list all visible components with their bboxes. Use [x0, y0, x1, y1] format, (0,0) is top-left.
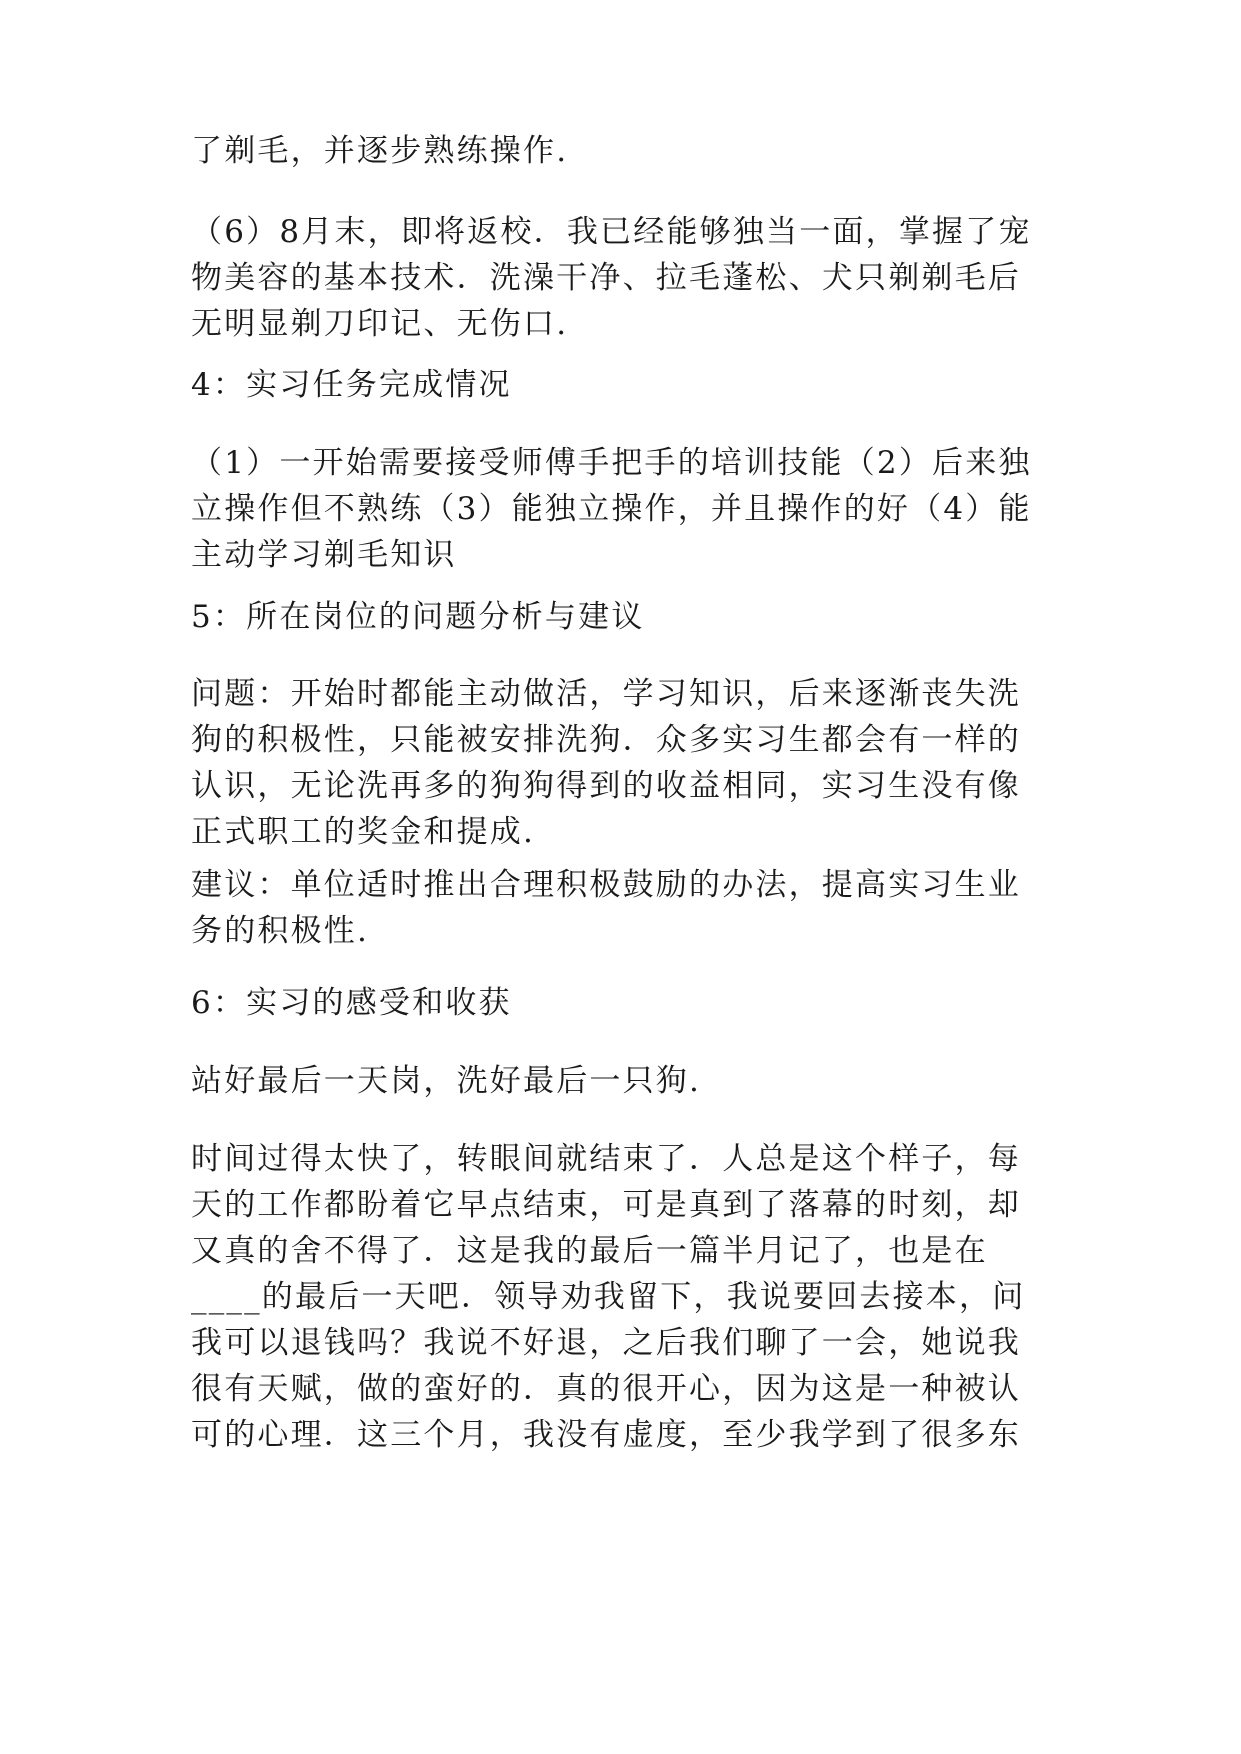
text-line: 很有天赋，做的蛮好的．真的很开心，因为这是一种被认: [191, 1371, 1021, 1407]
paragraph-problem: [191, 671, 1051, 855]
text-line: 可的心理．这三个月，我没有虚度，至少我学到了很多东: [191, 1417, 1021, 1453]
text-line: 又真的舍不得了．这是我的最后一篇半月记了，也是在: [191, 1233, 988, 1269]
paragraph-task-completion: [191, 440, 1051, 578]
text-line: 狗的积极性，只能被安排洗狗．众多实习生都会有一样的: [191, 722, 1021, 758]
text-line: 务的积极性.: [191, 913, 370, 949]
section-heading-5: [191, 594, 1051, 640]
text-line: 立操作但不熟练（3）能独立操作，并且操作的好（4）能: [191, 491, 1032, 527]
text-line: 我可以退钱吗？我说不好退，之后我们聊了一会，她说我: [191, 1325, 1021, 1361]
text-line: 了剃毛，并逐步熟练操作.: [191, 133, 569, 169]
text-line: 时间过得太快了，转眼间就结束了．人总是这个样子，每: [191, 1141, 1021, 1177]
text-line: 站好最后一天岗，洗好最后一只狗.: [191, 1063, 702, 1099]
heading-text: 5：所在岗位的问题分析与建议: [191, 599, 645, 635]
heading-text: 6：实习的感受和收获: [191, 985, 512, 1021]
text-line: 正式职工的奖金和提成.: [191, 814, 536, 850]
section-heading-4: [191, 362, 1051, 408]
text-line: ____的最后一天吧．领导劝我留下，我说要回去接本，问: [191, 1279, 1026, 1315]
text-line: 建议：单位适时推出合理积极鼓励的办法，提高实习生业: [191, 867, 1021, 903]
paragraph-last-day: [191, 1058, 1051, 1104]
text-line: （1）一开始需要接受师傅手把手的培训技能（2）后来独: [191, 445, 1032, 481]
text-line: 认识，无论洗再多的狗狗得到的收益相同，实习生没有像: [191, 768, 1021, 804]
text-line: （6）8月末，即将返校．我已经能够独当一面，掌握了宠: [191, 214, 1032, 250]
paragraph-reflection: [191, 1136, 1051, 1458]
section-heading-6: [191, 980, 1051, 1026]
heading-text: 4：实习任务完成情况: [191, 367, 512, 403]
paragraph-suggestion: [191, 862, 1051, 954]
paragraph-item-6: [191, 209, 1051, 347]
text-line: 物美容的基本技术．洗澡干净、拉毛蓬松、犬只剃剃毛后: [191, 260, 1021, 296]
text-line: 无明显剃刀印记、无伤口.: [191, 306, 569, 342]
text-line: 天的工作都盼着它早点结束，可是真到了落幕的时刻，却: [191, 1187, 1021, 1223]
text-line: 问题：开始时都能主动做活，学习知识，后来逐渐丧失洗: [191, 676, 1021, 712]
paragraph-continuation: [191, 128, 1051, 174]
text-line: 主动学习剃毛知识: [191, 537, 457, 573]
